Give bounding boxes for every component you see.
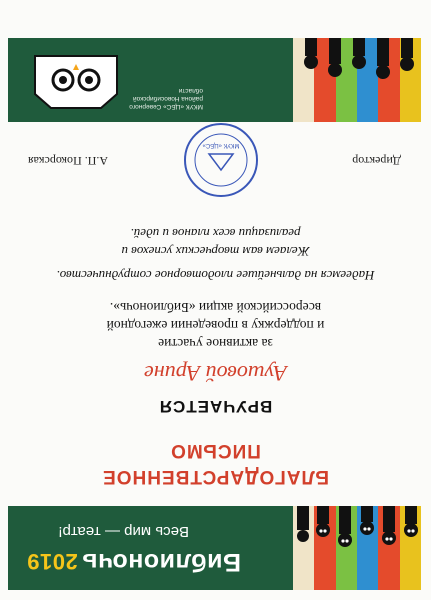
library-owl-logo-icon [21,46,131,116]
document-title-line1: БЛАГОДАРСТВЕННОЕ [102,466,329,487]
reason-line3: всероссийской акции «Библионочь». [109,300,322,315]
wish-line3: реализации всех планов и идей. [130,226,301,241]
reason-line2: и поддержку в проведении ежегодной [106,318,325,333]
brand-title-text: Библионочь [81,548,241,576]
brand-year: 2019 [26,549,78,574]
brand-title [27,547,241,576]
footer-band [8,38,421,122]
wish-line1: Надеемся на дальнейшее плодотворное сотрудничество. [56,268,375,283]
recipient-name: Аушовой Арине [144,361,287,386]
theatre-figures-icon [293,506,421,590]
document-title-line2: ПИСЬМО [170,440,261,461]
awarded-label: ВРУЧАЕТСЯ [158,397,273,416]
signature-name: А.П. Покорская [28,154,109,168]
header-band [8,506,421,590]
svg-text:МКУК «ЦБС»: МКУК «ЦБС» [202,142,240,148]
signature-row [8,146,421,176]
organization-name: МКУК «ЦБС» Северного района Новосибирской области [129,87,203,110]
brand-subtitle: Весь мир — театр! [58,523,189,540]
theatre-figures-bottom-icon [293,38,421,122]
reason-line1: за активное участие [158,336,273,351]
signature-role: Директор [352,154,401,168]
wish-line2: Желаем вам творческих успехов и [121,244,310,259]
